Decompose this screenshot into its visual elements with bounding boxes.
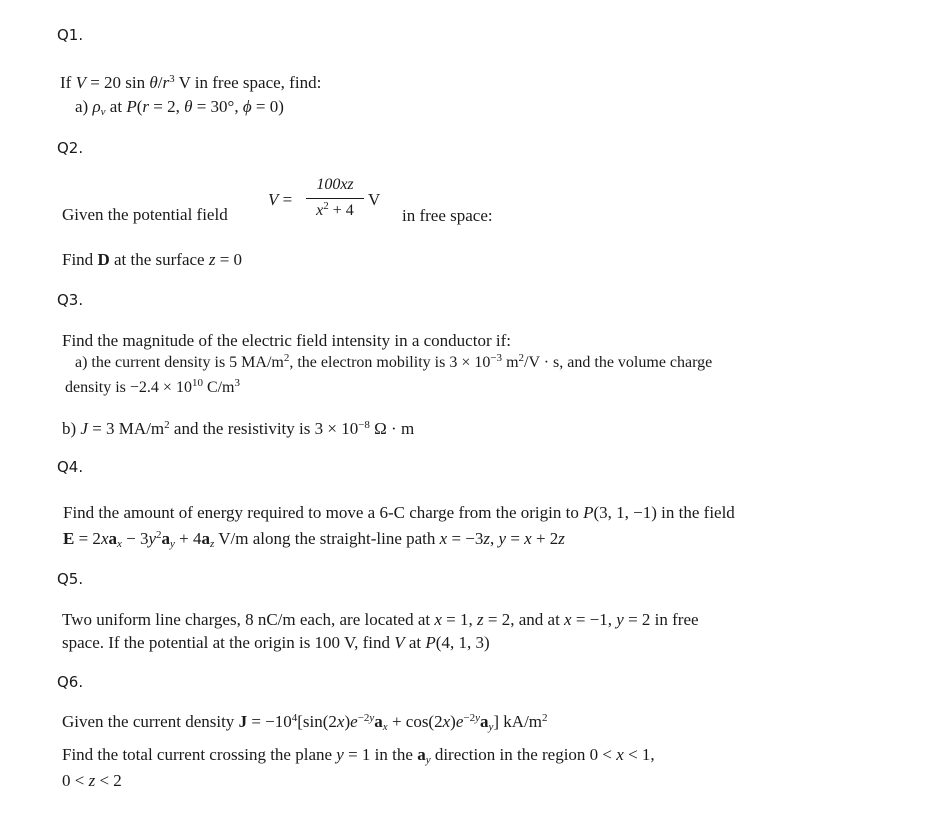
q3-intro: Find the magnitude of the electric field intensity in a conductor if:: [62, 331, 511, 350]
q4-label: Q4.: [57, 458, 84, 476]
q4-line2: $E = 2xa_x - 3y^2a_y + 4a_z$ V/m along the straight-line path x = −3z, y = x + 2z: [63, 529, 565, 550]
q2-v-eq: V =: [268, 190, 293, 209]
q3-a-line1: a) the current density is 5 $MA/m^2$, the electron mobility is $3 \times 10^{-3}$ $m^2/V \cdot s$, and the volume charge: [75, 352, 713, 371]
q6-label: Q6.: [57, 673, 84, 691]
q5-line2: space. If the potential at the origin is 100 V, find V at P(4, 1, 3): [62, 633, 490, 652]
q2-fraction-denominator: $x^2 + 4$: [316, 200, 354, 219]
q2-unit: V: [368, 190, 381, 209]
q3-label: Q3.: [57, 291, 84, 309]
q3-a-line2: density is $-2.4 \times 10^{10}$ $C/m^3$: [65, 377, 240, 396]
q4-line1: Find the amount of energy required to move a 6-C charge from the origin to P(3, 1, −1) in the field: [63, 503, 735, 522]
q2-fraction-numerator: 100xz: [316, 176, 354, 193]
q5-line1: Two uniform line charges, 8 nC/m each, are located at x = 1, z = 2, and at x = −1, y = 2 in free: [62, 610, 699, 629]
q6-line3: 0 < z < 2: [62, 771, 122, 790]
q2-label: Q2.: [57, 139, 84, 157]
q1-line1-post: in free space, find:: [190, 73, 322, 92]
q6-line1: Given the current density $J = -10^4[\sin(2x)e^{-2y}a_x + \cos(2x)e^{-2y}a_y]$ $kA/m^2$: [62, 712, 548, 733]
q6-line2: Find the total current crossing the plane y = 1 in the $a_y$ direction in the region 0 < x < 1,: [62, 745, 655, 766]
q2-find: Find D at the surface z = 0: [62, 250, 243, 269]
q3-b-line: b) J = 3 $MA/m^2$ and the resistivity is $3 \times 10^{-8}$ Ω · m: [62, 419, 415, 438]
q2-free-space: in free space:: [402, 206, 493, 225]
q2-given: Given the potential field: [62, 205, 228, 224]
q1-label: Q1.: [57, 26, 84, 44]
q1-line1-pre: If: [60, 73, 76, 92]
q2-fraction: [306, 176, 364, 226]
q1-line1: [60, 73, 321, 93]
q1-line1-math: V = 20 $\sin \theta/r^3$ V: [75, 73, 191, 92]
q1-line2: a) $\rho_v$ at P(r = 2, θ = 30°, ϕ = 0): [75, 97, 284, 118]
q5-label: Q5.: [57, 570, 84, 588]
q2-fraction-bar: [306, 198, 364, 199]
